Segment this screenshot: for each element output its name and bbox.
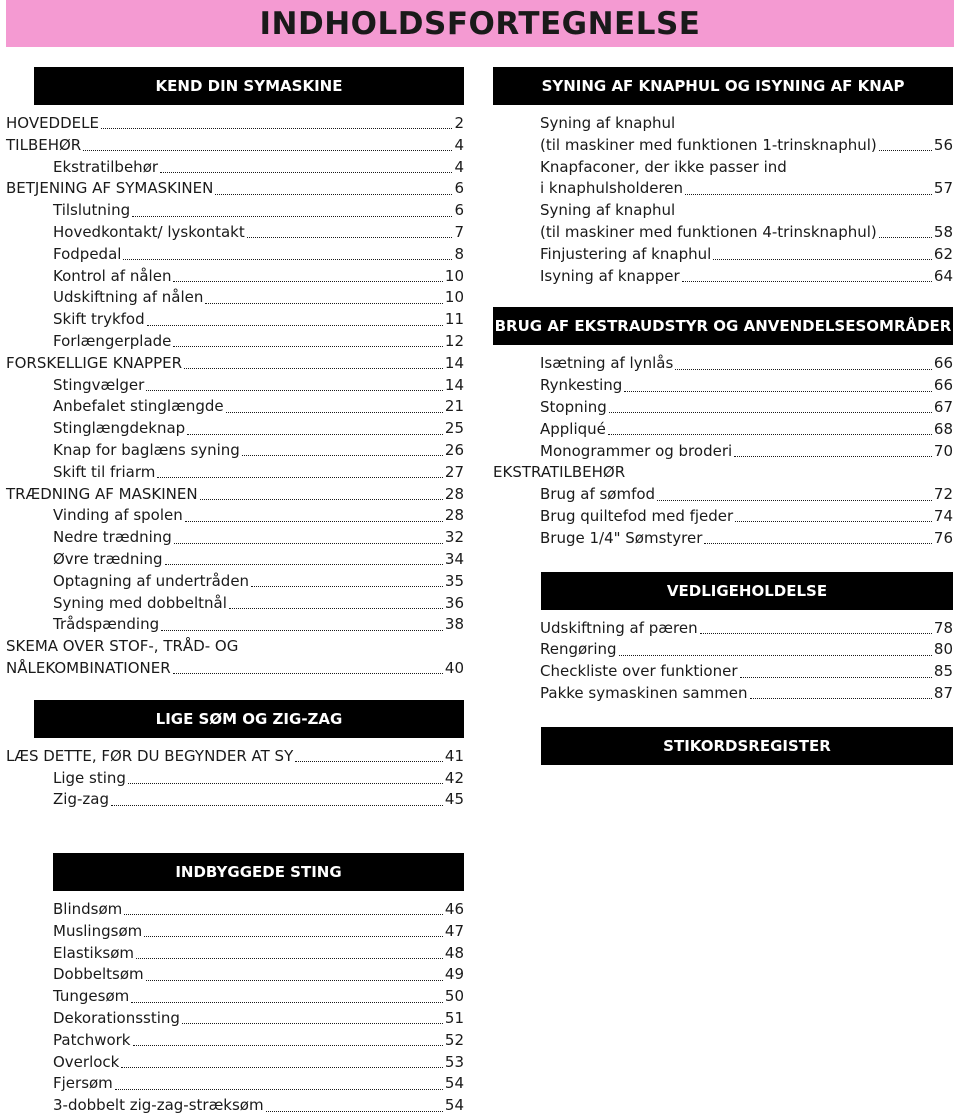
section-heading: BRUG AF EKSTRAUDSTYR OG ANVENDELSESOMRÅDER — [493, 307, 953, 345]
dot-leader — [879, 237, 932, 238]
toc-entry-label: Udskiftning af nålen — [53, 288, 204, 307]
toc-entry[interactable] — [493, 441, 953, 463]
toc-entry[interactable] — [6, 375, 464, 397]
dot-leader — [215, 194, 452, 195]
toc-entry[interactable] — [493, 375, 953, 397]
toc-entry[interactable] — [6, 614, 464, 636]
toc-entry[interactable] — [6, 549, 464, 571]
toc-entry[interactable] — [493, 618, 953, 640]
toc-entry[interactable] — [6, 462, 464, 484]
toc-entry-page: 74 — [933, 506, 953, 525]
toc-entry-label: Skift til friarm — [53, 462, 156, 481]
toc-entry[interactable] — [6, 746, 464, 768]
toc-entry[interactable] — [6, 331, 464, 353]
toc-entry-page: 56 — [933, 135, 953, 154]
toc-list — [6, 746, 464, 811]
toc-entry-label: 3-dobbelt zig-zag-stræksøm — [53, 1096, 264, 1115]
toc-entry[interactable] — [6, 943, 464, 965]
toc-entry-page: 85 — [933, 662, 953, 681]
dot-leader — [619, 655, 932, 656]
toc-entry-label: Fjersøm — [53, 1074, 113, 1093]
toc-entry-label: LÆS DETTE, FØR DU BEGYNDER AT SY — [6, 746, 294, 765]
toc-entry-page: 2 — [454, 114, 464, 132]
toc-entry[interactable] — [6, 309, 464, 331]
toc-entry-page: 72 — [933, 485, 953, 504]
toc-entry-page: 12 — [444, 331, 464, 350]
dot-leader — [133, 1045, 443, 1046]
dot-leader — [83, 150, 452, 151]
toc-entry-label: Pakke symaskinen sammen — [540, 683, 748, 702]
toc-entry-page: 68 — [933, 419, 953, 438]
toc-entry[interactable] — [6, 658, 464, 680]
toc-entry-label: HOVEDDELE — [6, 114, 99, 132]
toc-entry-label: Fodpedal — [53, 244, 122, 263]
dot-leader — [161, 630, 443, 631]
toc-entry[interactable] — [493, 639, 953, 661]
toc-entry-page: 40 — [444, 658, 464, 677]
toc-entry-label: Monogrammer og broderi — [540, 441, 733, 460]
section-heading: STIKORDSREGISTER — [541, 727, 953, 765]
dot-leader — [266, 1111, 443, 1112]
toc-entry-page: 57 — [933, 179, 953, 198]
toc-list — [493, 113, 953, 287]
toc-entry[interactable] — [6, 964, 464, 986]
toc-entry-page: 21 — [444, 397, 464, 416]
toc-entry[interactable] — [6, 1073, 464, 1095]
toc-entry[interactable] — [6, 244, 464, 266]
toc-entry-label: Stinglængdeknap — [53, 419, 186, 438]
toc-entry-label: SKEMA OVER STOF-, TRÅD- OG — [6, 637, 239, 656]
toc-entry[interactable] — [493, 661, 953, 683]
toc-entry[interactable] — [493, 244, 953, 266]
dot-leader — [704, 543, 931, 544]
dot-leader — [750, 698, 932, 699]
toc-list — [493, 353, 953, 549]
toc-entry[interactable] — [6, 484, 464, 506]
toc-entry-page: 78 — [933, 618, 953, 637]
toc-entry[interactable] — [493, 353, 953, 375]
toc-entry-page: 6 — [454, 179, 464, 198]
toc-entry-label: TRÆDNING AF MASKINEN — [6, 484, 198, 503]
dot-leader — [174, 543, 443, 544]
toc-entry[interactable] — [6, 418, 464, 440]
toc-entry-page: 51 — [444, 1008, 464, 1027]
toc-entry-label: i knaphulsholderen — [540, 179, 684, 198]
toc-entry-label: Patchwork — [53, 1030, 131, 1049]
dot-leader — [124, 914, 443, 915]
toc-entry[interactable] — [493, 200, 953, 222]
toc-entry[interactable] — [6, 1008, 464, 1030]
toc-entry-page: 10 — [444, 288, 464, 307]
dot-leader — [121, 1067, 443, 1068]
toc-entry[interactable] — [493, 178, 953, 200]
dot-leader — [229, 608, 443, 609]
toc-entry-label: Syning af knaphul — [540, 201, 676, 220]
toc-entry-page: 26 — [444, 440, 464, 459]
toc-entry[interactable] — [6, 178, 464, 200]
toc-entry-page: 54 — [444, 1074, 464, 1093]
toc-entry-label: Optagning af undertråden — [53, 571, 250, 590]
dot-leader — [160, 172, 452, 173]
toc-entry[interactable] — [6, 899, 464, 921]
toc-entry-label: Isætning af lynlås — [540, 354, 674, 373]
toc-entry-label: Syning af knaphul — [540, 114, 676, 132]
toc-entry[interactable] — [6, 135, 464, 157]
toc-entry-page: 64 — [933, 266, 953, 285]
toc-entry-label: Appliqué — [540, 419, 606, 438]
toc-entry-page: 70 — [933, 441, 953, 460]
toc-entry-label: Rynkesting — [540, 376, 623, 395]
dot-leader — [115, 1089, 443, 1090]
toc-entry[interactable] — [493, 222, 953, 244]
toc-entry[interactable] — [6, 266, 464, 288]
toc-entry-label: Nedre trædning — [53, 528, 172, 547]
toc-entry-label: Rengøring — [540, 640, 617, 659]
toc-entry[interactable] — [6, 593, 464, 615]
toc-entry-page: 45 — [444, 790, 464, 809]
toc-entry-page: 28 — [444, 484, 464, 503]
toc-entry[interactable] — [493, 528, 953, 550]
toc-entry[interactable] — [6, 113, 464, 135]
dot-leader — [146, 390, 443, 391]
dot-leader — [184, 368, 443, 369]
toc-entry[interactable] — [6, 571, 464, 593]
dot-leader — [173, 346, 443, 347]
dot-leader — [128, 783, 443, 784]
page-title: INDHOLDSFORTEGNELSE — [259, 5, 701, 42]
toc-entry-page: 27 — [444, 462, 464, 481]
toc-entry-page: 14 — [444, 375, 464, 394]
toc-entry-page: 87 — [933, 683, 953, 702]
dot-leader — [682, 281, 932, 282]
dot-leader — [242, 455, 443, 456]
toc-entry-page: 7 — [454, 222, 464, 241]
toc-entry-label: Tilslutning — [53, 201, 131, 220]
toc-entry-page: 8 — [454, 244, 464, 263]
toc-entry-label: Stopning — [540, 397, 607, 416]
dot-leader — [132, 216, 452, 217]
dot-leader — [101, 128, 452, 129]
toc-entry-label: Anbefalet stinglængde — [53, 397, 224, 416]
toc-entry[interactable] — [6, 986, 464, 1008]
toc-entry[interactable] — [6, 505, 464, 527]
toc-entry[interactable] — [6, 768, 464, 790]
toc-entry[interactable] — [493, 462, 953, 484]
dot-leader — [182, 1023, 443, 1024]
section-heading: LIGE SØM OG ZIG-ZAG — [34, 700, 464, 738]
toc-entry-page: 49 — [444, 965, 464, 984]
toc-entry-label: NÅLEKOMBINATIONER — [6, 658, 171, 677]
dot-leader — [700, 633, 932, 634]
toc-entry-label: Finjustering af knaphul — [540, 244, 712, 263]
toc-entry[interactable] — [493, 113, 953, 135]
toc-entry-label: Brug af sømfod — [540, 485, 656, 504]
toc-entry-label: Forlængerplade — [53, 331, 172, 350]
toc-entry[interactable] — [493, 506, 953, 528]
toc-entry-label: (til maskiner med funktionen 1-trinsknaphul) — [540, 135, 877, 154]
toc-entry-page: 42 — [444, 768, 464, 787]
toc-entry-page: 54 — [444, 1096, 464, 1115]
dot-leader — [157, 477, 443, 478]
toc-entry-label: Stingvælger — [53, 375, 145, 394]
dot-leader — [165, 564, 443, 565]
toc-entry-page: 53 — [444, 1052, 464, 1071]
dot-leader — [185, 521, 443, 522]
toc-entry[interactable] — [493, 397, 953, 419]
section-heading: SYNING AF KNAPHUL OG ISYNING AF KNAP — [493, 67, 953, 105]
dot-leader — [146, 980, 443, 981]
toc-entry-label: Udskiftning af pæren — [540, 618, 698, 637]
toc-entry-page: 36 — [444, 593, 464, 612]
dot-leader — [251, 586, 443, 587]
dot-leader — [734, 456, 932, 457]
dot-leader — [657, 500, 932, 501]
toc-entry-page: 62 — [933, 244, 953, 263]
toc-entry-label: (til maskiner med funktionen 4-trinsknaphul) — [540, 222, 877, 241]
dot-leader — [295, 761, 443, 762]
toc-entry-page: 41 — [444, 746, 464, 765]
dot-leader — [136, 958, 443, 959]
toc-entry-label: Dekorationssting — [53, 1008, 180, 1027]
toc-entry-page: 11 — [444, 310, 464, 329]
right-column — [493, 67, 953, 765]
toc-entry-label: FORSKELLIGE KNAPPER — [6, 353, 183, 372]
toc-entry[interactable] — [493, 484, 953, 506]
toc-entry-label: Kontrol af nålen — [53, 266, 172, 285]
dot-leader — [685, 194, 932, 195]
toc-entry-label: Bruge 1/4" Sømstyrer — [540, 528, 703, 547]
toc-entry-page: 52 — [444, 1030, 464, 1049]
toc-entry[interactable] — [493, 683, 953, 705]
toc-entry-label: Blindsøm — [53, 900, 123, 918]
toc-entry-page: 80 — [933, 640, 953, 659]
toc-entry[interactable] — [6, 157, 464, 179]
toc-entry[interactable] — [6, 1052, 464, 1074]
section-heading: KEND DIN SYMASKINE — [34, 67, 464, 105]
toc-entry-label: Isyning af knapper — [540, 266, 680, 285]
toc-list — [6, 113, 464, 680]
toc-entry-label: Knapfaconer, der ikke passer ind — [540, 157, 787, 176]
dot-leader — [200, 499, 443, 500]
toc-entry-label: Syning med dobbeltnål — [53, 593, 227, 612]
toc-entry-label: Trådspænding — [53, 615, 160, 634]
toc-entry-label: Vinding af spolen — [53, 506, 183, 525]
title-banner — [6, 0, 954, 47]
toc-entry-page: 46 — [444, 900, 464, 918]
toc-entry-label: Tungesøm — [53, 987, 130, 1006]
section-heading: VEDLIGEHOLDELSE — [541, 572, 953, 610]
toc-entry[interactable] — [6, 921, 464, 943]
toc-entry-page: 6 — [454, 201, 464, 220]
toc-entry[interactable] — [493, 419, 953, 441]
left-column — [6, 67, 464, 811]
toc-entry-page: 35 — [444, 571, 464, 590]
toc-entry-label: Lige sting — [53, 768, 126, 787]
dot-leader — [111, 805, 443, 806]
toc-entry-page: 48 — [444, 943, 464, 962]
dot-leader — [205, 303, 443, 304]
toc-entry-page: 76 — [933, 528, 953, 547]
toc-entry-label: Skift trykfod — [53, 310, 145, 329]
toc-entry-page: 38 — [444, 615, 464, 634]
toc-entry-label: Dobbeltsøm — [53, 965, 144, 984]
toc-entry[interactable] — [6, 353, 464, 375]
toc-entry[interactable] — [6, 200, 464, 222]
dot-leader — [247, 237, 453, 238]
toc-entry[interactable] — [6, 287, 464, 309]
toc-entry-label: Muslingsøm — [53, 921, 143, 940]
toc-entry[interactable] — [6, 1030, 464, 1052]
toc-entry-label: Hovedkontakt/ lyskontakt — [53, 222, 245, 241]
toc-entry[interactable] — [6, 789, 464, 811]
toc-entry-label: Brug quiltefod med fjeder — [540, 506, 734, 525]
dot-leader — [131, 1002, 443, 1003]
toc-entry[interactable] — [6, 222, 464, 244]
toc-entry-label: Checkliste over funktioner — [540, 662, 738, 681]
toc-entry-label: Elastiksøm — [53, 943, 134, 962]
toc-entry[interactable] — [493, 135, 953, 157]
dot-leader — [740, 677, 932, 678]
dot-leader — [624, 391, 932, 392]
dot-leader — [713, 259, 932, 260]
toc-entry-page: 67 — [933, 397, 953, 416]
toc-entry-label: Ekstratilbehør — [53, 157, 159, 176]
toc-entry[interactable] — [6, 1095, 464, 1117]
toc-list — [6, 899, 464, 1117]
toc-entry-label: Zig-zag — [53, 790, 109, 809]
toc-entry-label: Overlock — [53, 1052, 120, 1071]
toc-list — [493, 618, 953, 705]
toc-entry[interactable] — [6, 527, 464, 549]
toc-entry-page: 50 — [444, 987, 464, 1006]
dot-leader — [173, 673, 443, 674]
dot-leader — [187, 434, 443, 435]
dot-leader — [608, 434, 932, 435]
toc-entry-label: TILBEHØR — [6, 135, 82, 154]
dot-leader — [123, 259, 452, 260]
toc-entry-page: 14 — [444, 353, 464, 372]
toc-entry[interactable] — [493, 266, 953, 288]
toc-entry[interactable] — [493, 157, 953, 179]
toc-entry-page: 34 — [444, 549, 464, 568]
dot-leader — [226, 412, 443, 413]
section-heading: INDBYGGEDE STING — [53, 853, 464, 891]
toc-entry-page: 28 — [444, 506, 464, 525]
toc-entry-label: EKSTRATILBEHØR — [493, 463, 626, 482]
toc-entry-page: 47 — [444, 921, 464, 940]
toc-entry[interactable] — [6, 396, 464, 418]
dot-leader — [173, 281, 442, 282]
dot-leader — [675, 369, 932, 370]
toc-entry-page: 4 — [454, 135, 464, 154]
toc-entry-page: 66 — [933, 354, 953, 373]
dot-leader — [879, 150, 932, 151]
toc-entry-page: 58 — [933, 222, 953, 241]
toc-entry-page: 32 — [444, 528, 464, 547]
bottom-column — [6, 853, 464, 1117]
dot-leader — [609, 412, 932, 413]
toc-entry[interactable] — [6, 636, 464, 658]
dot-leader — [144, 936, 443, 937]
toc-entry-label: Knap for baglæns syning — [53, 440, 240, 459]
toc-entry[interactable] — [6, 440, 464, 462]
dot-leader — [735, 521, 932, 522]
toc-entry-page: 25 — [444, 419, 464, 438]
dot-leader — [147, 325, 443, 326]
toc-entry-page: 10 — [444, 266, 464, 285]
toc-entry-label: BETJENING AF SYMASKINEN — [6, 179, 214, 198]
toc-entry-page: 4 — [454, 157, 464, 176]
toc-entry-label: Øvre trædning — [53, 549, 163, 568]
toc-entry-page: 66 — [933, 376, 953, 395]
